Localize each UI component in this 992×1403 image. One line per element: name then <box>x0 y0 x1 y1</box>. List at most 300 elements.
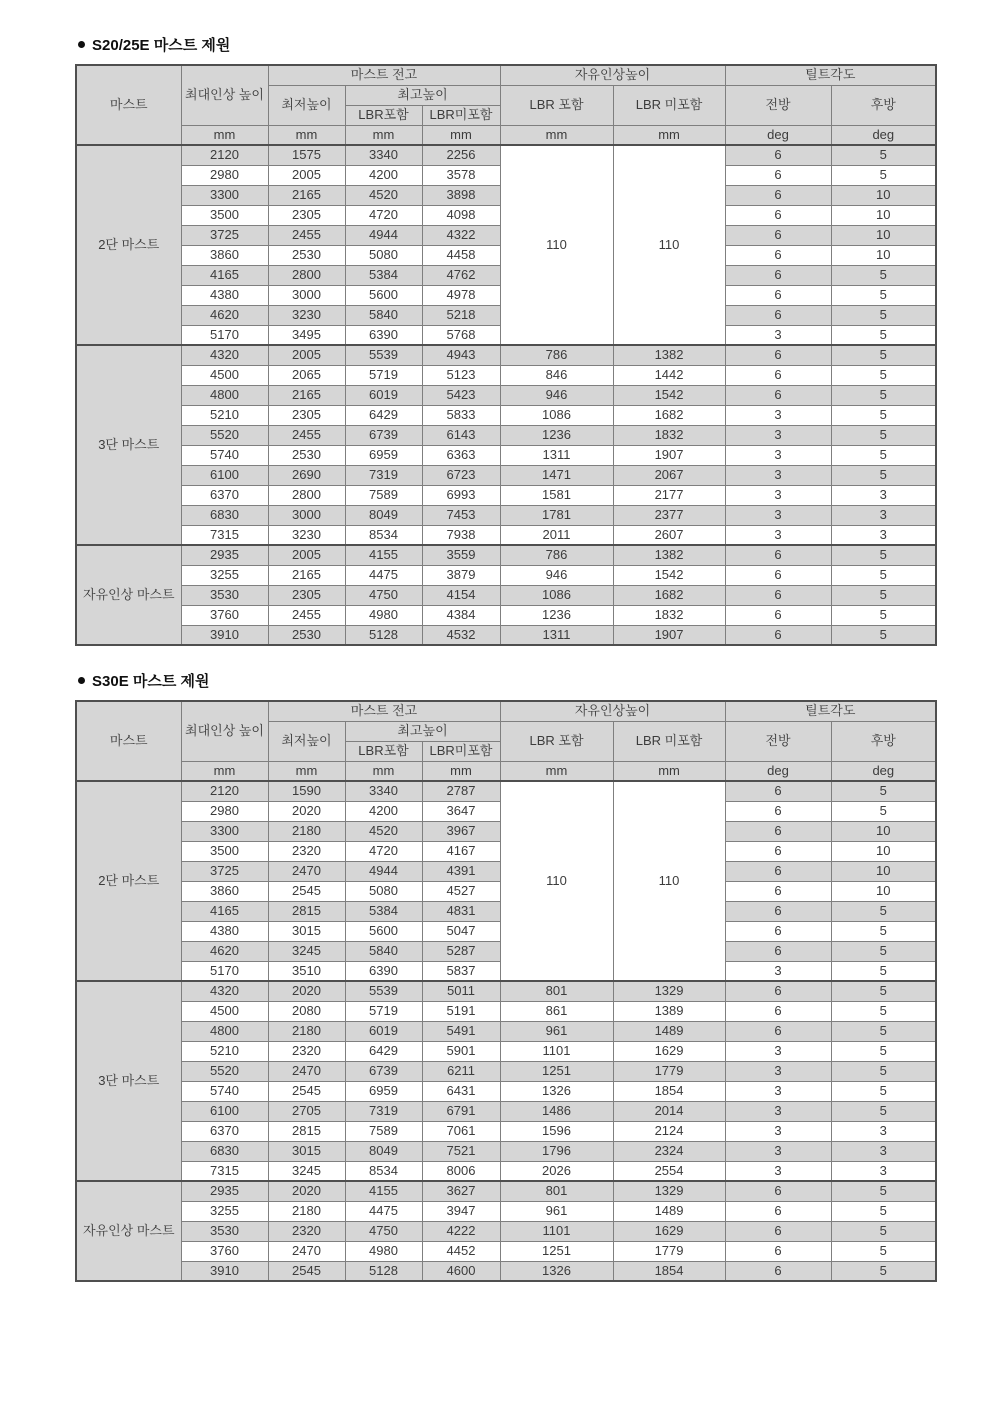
value-cell: 6370 <box>181 485 268 505</box>
value-cell: 3300 <box>181 821 268 841</box>
value-cell: 3 <box>831 485 936 505</box>
value-cell: 2305 <box>268 205 345 225</box>
value-cell: 4200 <box>345 801 422 821</box>
value-cell: 3760 <box>181 1241 268 1261</box>
value-cell: 2377 <box>613 505 725 525</box>
value-cell: 1101 <box>500 1041 613 1061</box>
value-cell: 6 <box>725 565 831 585</box>
header-tilt-angle: 틸트각도 <box>725 701 936 721</box>
value-cell: 5 <box>831 1061 936 1081</box>
value-cell: 6363 <box>422 445 500 465</box>
table-row <box>76 345 936 365</box>
value-cell: 5840 <box>345 305 422 325</box>
value-cell: 5719 <box>345 365 422 385</box>
value-cell: 4098 <box>422 205 500 225</box>
value-cell: 5837 <box>422 961 500 981</box>
value-cell: 6390 <box>345 325 422 345</box>
header-free-lift-height: 자유인상높이 <box>500 701 725 721</box>
mast-group-label: 2단 마스트 <box>76 781 181 981</box>
value-cell: 846 <box>500 365 613 385</box>
value-cell: 7589 <box>345 485 422 505</box>
value-cell: 6 <box>725 1241 831 1261</box>
value-cell: 1542 <box>613 565 725 585</box>
value-cell: 3 <box>725 325 831 345</box>
value-cell: 5 <box>831 425 936 445</box>
value-cell: 5600 <box>345 921 422 941</box>
value-cell: 5191 <box>422 1001 500 1021</box>
group-3stage-mast <box>76 981 936 1181</box>
value-cell: 5170 <box>181 961 268 981</box>
value-cell: 4322 <box>422 225 500 245</box>
value-cell: 6019 <box>345 1021 422 1041</box>
value-cell: 6 <box>725 605 831 625</box>
value-cell: 3 <box>831 525 936 545</box>
value-cell: 10 <box>831 861 936 881</box>
value-cell: 5 <box>831 565 936 585</box>
value-cell: 7521 <box>422 1141 500 1161</box>
value-cell: 4720 <box>345 205 422 225</box>
value-cell: 4155 <box>345 1181 422 1201</box>
value-cell: 3910 <box>181 1261 268 1281</box>
value-cell: 6 <box>725 545 831 565</box>
value-cell: 3 <box>725 525 831 545</box>
unit-cell: deg <box>831 125 936 145</box>
value-cell: 6 <box>725 941 831 961</box>
value-cell: 7061 <box>422 1121 500 1141</box>
value-cell: 6 <box>725 265 831 285</box>
value-cell: 3 <box>725 1041 831 1061</box>
value-cell: 1832 <box>613 605 725 625</box>
unit-cell: deg <box>831 761 936 781</box>
value-cell: 2120 <box>181 781 268 801</box>
value-cell: 2005 <box>268 345 345 365</box>
value-cell: 5 <box>831 165 936 185</box>
value-cell: 3725 <box>181 861 268 881</box>
value-cell: 1486 <box>500 1101 613 1121</box>
value-cell: 6 <box>725 185 831 205</box>
value-cell: 2177 <box>613 485 725 505</box>
value-cell: 6 <box>725 901 831 921</box>
table-row <box>76 625 936 645</box>
value-cell: 2935 <box>181 545 268 565</box>
table-row <box>76 1121 936 1141</box>
value-cell: 6390 <box>345 961 422 981</box>
value-cell: 1389 <box>613 1001 725 1021</box>
spec-table-s20-25e <box>75 64 937 646</box>
value-cell: 2180 <box>268 1021 345 1041</box>
value-cell: 1779 <box>613 1241 725 1261</box>
value-cell: 7319 <box>345 465 422 485</box>
value-cell: 5539 <box>345 345 422 365</box>
value-cell: 1382 <box>613 345 725 365</box>
value-cell: 5 <box>831 545 936 565</box>
value-cell: 6100 <box>181 465 268 485</box>
value-cell: 5123 <box>422 365 500 385</box>
bullet-icon <box>78 41 85 48</box>
value-cell: 3898 <box>422 185 500 205</box>
table-row <box>76 981 936 1001</box>
value-cell: 2455 <box>268 225 345 245</box>
value-cell: 6429 <box>345 405 422 425</box>
value-cell: 6 <box>725 305 831 325</box>
value-cell: 3300 <box>181 185 268 205</box>
value-cell: 7453 <box>422 505 500 525</box>
value-cell: 2165 <box>268 185 345 205</box>
header-min-height: 최저높이 <box>268 721 345 761</box>
value-cell: 4944 <box>345 225 422 245</box>
table-row <box>76 525 936 545</box>
header-free-lbr-excl: LBR 미포함 <box>613 721 725 761</box>
value-cell: 861 <box>500 1001 613 1021</box>
value-cell: 5 <box>831 1101 936 1121</box>
value-cell: 2800 <box>268 265 345 285</box>
value-cell: 4391 <box>422 861 500 881</box>
value-cell: 2305 <box>268 405 345 425</box>
group-2stage-mast <box>76 145 936 345</box>
group-2stage-mast <box>76 781 936 981</box>
value-cell: 5 <box>831 365 936 385</box>
value-cell: 4831 <box>422 901 500 921</box>
value-cell: 3340 <box>345 781 422 801</box>
value-cell: 1781 <box>500 505 613 525</box>
table-row <box>76 565 936 585</box>
value-cell: 1251 <box>500 1061 613 1081</box>
value-cell: 1596 <box>500 1121 613 1141</box>
table-row <box>76 1001 936 1021</box>
spec-section-s20-25e <box>75 34 992 646</box>
value-cell: 5210 <box>181 405 268 425</box>
table-row <box>76 1021 936 1041</box>
value-cell: 2320 <box>268 1221 345 1241</box>
value-cell: 5 <box>831 285 936 305</box>
value-cell: 786 <box>500 345 613 365</box>
value-cell: 5128 <box>345 625 422 645</box>
value-cell: 3015 <box>268 921 345 941</box>
value-cell: 6211 <box>422 1061 500 1081</box>
value-cell: 8006 <box>422 1161 500 1181</box>
table-row <box>76 385 936 405</box>
section-title <box>78 34 992 55</box>
value-cell: 1311 <box>500 625 613 645</box>
value-cell: 961 <box>500 1021 613 1041</box>
value-cell: 5 <box>831 325 936 345</box>
value-cell: 4980 <box>345 1241 422 1261</box>
table-row <box>76 1141 936 1161</box>
value-cell: 2787 <box>422 781 500 801</box>
value-cell: 6 <box>725 821 831 841</box>
spec-table-s30e <box>75 700 937 1282</box>
value-cell: 2690 <box>268 465 345 485</box>
header-max-height: 최고높이 <box>345 721 500 741</box>
header-tilt-forward: 전방 <box>725 721 831 761</box>
value-cell: 5 <box>831 1181 936 1201</box>
table-row <box>76 1201 936 1221</box>
value-cell: 6 <box>725 801 831 821</box>
value-cell: 5170 <box>181 325 268 345</box>
value-cell: 3495 <box>268 325 345 345</box>
header-mast-overall-height: 마스트 전고 <box>268 65 500 85</box>
value-cell: 786 <box>500 545 613 565</box>
value-cell: 6739 <box>345 1061 422 1081</box>
value-cell: 1796 <box>500 1141 613 1161</box>
header-free-lbr-incl: LBR 포함 <box>500 721 613 761</box>
value-cell: 2607 <box>613 525 725 545</box>
unit-cell: mm <box>422 761 500 781</box>
value-cell: 1086 <box>500 405 613 425</box>
value-cell: 1629 <box>613 1221 725 1241</box>
value-cell: 4475 <box>345 565 422 585</box>
unit-cell: mm <box>268 761 345 781</box>
value-cell: 1236 <box>500 425 613 445</box>
value-cell: 5 <box>831 961 936 981</box>
value-cell: 5 <box>831 1001 936 1021</box>
value-cell: 4980 <box>345 605 422 625</box>
value-cell: 5520 <box>181 1061 268 1081</box>
value-cell: 6 <box>725 225 831 245</box>
value-cell: 3340 <box>345 145 422 165</box>
value-cell: 3255 <box>181 1201 268 1221</box>
value-cell: 2815 <box>268 1121 345 1141</box>
value-cell: 6723 <box>422 465 500 485</box>
value-cell: 5 <box>831 605 936 625</box>
mast-group-label: 3단 마스트 <box>76 345 181 545</box>
value-cell: 3230 <box>268 305 345 325</box>
value-cell: 10 <box>831 225 936 245</box>
value-cell: 3015 <box>268 1141 345 1161</box>
value-cell: 2165 <box>268 385 345 405</box>
value-cell: 5768 <box>422 325 500 345</box>
mast-group-label: 자유인상 마스트 <box>76 545 181 645</box>
value-cell: 4978 <box>422 285 500 305</box>
table-row <box>76 425 936 445</box>
value-cell: 2980 <box>181 801 268 821</box>
value-cell: 2800 <box>268 485 345 505</box>
value-cell: 10 <box>831 881 936 901</box>
value-cell: 5287 <box>422 941 500 961</box>
value-cell: 5719 <box>345 1001 422 1021</box>
value-cell: 2165 <box>268 565 345 585</box>
value-cell: 1779 <box>613 1061 725 1081</box>
free-lift-merged-cell: 110 <box>500 781 613 981</box>
value-cell: 6 <box>725 1221 831 1241</box>
value-cell: 5384 <box>345 265 422 285</box>
value-cell: 2320 <box>268 1041 345 1061</box>
value-cell: 6959 <box>345 1081 422 1101</box>
value-cell: 8049 <box>345 1141 422 1161</box>
value-cell: 6 <box>725 861 831 881</box>
value-cell: 4200 <box>345 165 422 185</box>
group-free-lift-mast <box>76 1181 936 1281</box>
value-cell: 6830 <box>181 505 268 525</box>
value-cell: 2256 <box>422 145 500 165</box>
header-mast: 마스트 <box>76 701 181 781</box>
header-lbr-incl: LBR포함 <box>345 741 422 761</box>
table-row <box>76 145 936 165</box>
value-cell: 5 <box>831 1021 936 1041</box>
unit-cell: mm <box>345 761 422 781</box>
table-row <box>76 365 936 385</box>
value-cell: 1907 <box>613 445 725 465</box>
value-cell: 2120 <box>181 145 268 165</box>
bullet-icon <box>78 677 85 684</box>
value-cell: 2455 <box>268 425 345 445</box>
value-cell: 8049 <box>345 505 422 525</box>
header-free-lbr-excl: LBR 미포함 <box>613 85 725 125</box>
value-cell: 6 <box>725 881 831 901</box>
value-cell: 3510 <box>268 961 345 981</box>
section-title <box>78 670 992 691</box>
value-cell: 3255 <box>181 565 268 585</box>
value-cell: 1907 <box>613 625 725 645</box>
unit-cell: mm <box>500 125 613 145</box>
value-cell: 4944 <box>345 861 422 881</box>
header-lbr-incl: LBR포함 <box>345 105 422 125</box>
value-cell: 3500 <box>181 841 268 861</box>
value-cell: 1471 <box>500 465 613 485</box>
group-3stage-mast <box>76 345 936 545</box>
header-tilt-forward: 전방 <box>725 85 831 125</box>
value-cell: 6 <box>725 1001 831 1021</box>
header-lbr-excl: LBR미포함 <box>422 741 500 761</box>
table-row <box>76 1081 936 1101</box>
value-cell: 5833 <box>422 405 500 425</box>
value-cell: 6431 <box>422 1081 500 1101</box>
value-cell: 1682 <box>613 405 725 425</box>
value-cell: 6 <box>725 365 831 385</box>
value-cell: 4500 <box>181 1001 268 1021</box>
value-cell: 4222 <box>422 1221 500 1241</box>
value-cell: 4320 <box>181 345 268 365</box>
mast-group-label: 2단 마스트 <box>76 145 181 345</box>
value-cell: 4154 <box>422 585 500 605</box>
value-cell: 4720 <box>345 841 422 861</box>
value-cell: 1854 <box>613 1081 725 1101</box>
value-cell: 1251 <box>500 1241 613 1261</box>
value-cell: 4532 <box>422 625 500 645</box>
value-cell: 2005 <box>268 545 345 565</box>
value-cell: 3 <box>725 961 831 981</box>
header-free-lbr-incl: LBR 포함 <box>500 85 613 125</box>
value-cell: 5 <box>831 265 936 285</box>
value-cell: 5740 <box>181 445 268 465</box>
value-cell: 5 <box>831 345 936 365</box>
header-free-lift-height: 자유인상높이 <box>500 65 725 85</box>
value-cell: 5 <box>831 1201 936 1221</box>
unit-cell: mm <box>613 125 725 145</box>
value-cell: 2815 <box>268 901 345 921</box>
unit-cell: mm <box>181 125 268 145</box>
value-cell: 6019 <box>345 385 422 405</box>
value-cell: 1311 <box>500 445 613 465</box>
header-max-lift-height: 최대인상 높이 <box>181 65 268 125</box>
value-cell: 6 <box>725 345 831 365</box>
value-cell: 2470 <box>268 1241 345 1261</box>
value-cell: 8534 <box>345 1161 422 1181</box>
table-header <box>76 701 936 781</box>
value-cell: 5 <box>831 1261 936 1281</box>
table-row <box>76 445 936 465</box>
value-cell: 3530 <box>181 1221 268 1241</box>
value-cell: 6 <box>725 285 831 305</box>
value-cell: 5128 <box>345 1261 422 1281</box>
value-cell: 3530 <box>181 585 268 605</box>
value-cell: 3 <box>725 1101 831 1121</box>
value-cell: 5600 <box>345 285 422 305</box>
table-row <box>76 781 936 801</box>
value-cell: 6 <box>725 165 831 185</box>
value-cell: 6830 <box>181 1141 268 1161</box>
table-row <box>76 1181 936 1201</box>
value-cell: 6 <box>725 781 831 801</box>
value-cell: 10 <box>831 821 936 841</box>
table-row <box>76 1101 936 1121</box>
value-cell: 6993 <box>422 485 500 505</box>
value-cell: 5 <box>831 445 936 465</box>
value-cell: 3 <box>831 1141 936 1161</box>
value-cell: 2545 <box>268 1261 345 1281</box>
value-cell: 4452 <box>422 1241 500 1261</box>
value-cell: 6 <box>725 245 831 265</box>
value-cell: 4384 <box>422 605 500 625</box>
value-cell: 5 <box>831 801 936 821</box>
value-cell: 6 <box>725 145 831 165</box>
value-cell: 4620 <box>181 305 268 325</box>
value-cell: 5047 <box>422 921 500 941</box>
value-cell: 4527 <box>422 881 500 901</box>
value-cell: 1832 <box>613 425 725 445</box>
value-cell: 2080 <box>268 1001 345 1021</box>
value-cell: 5 <box>831 385 936 405</box>
value-cell: 3 <box>725 445 831 465</box>
value-cell: 6 <box>725 981 831 1001</box>
value-cell: 3760 <box>181 605 268 625</box>
value-cell: 2020 <box>268 1181 345 1201</box>
value-cell: 5080 <box>345 881 422 901</box>
table-header <box>76 65 936 145</box>
value-cell: 4762 <box>422 265 500 285</box>
value-cell: 3245 <box>268 941 345 961</box>
value-cell: 6 <box>725 385 831 405</box>
value-cell: 5520 <box>181 425 268 445</box>
value-cell: 5 <box>831 405 936 425</box>
header-tilt-backward: 후방 <box>831 721 936 761</box>
value-cell: 2530 <box>268 445 345 465</box>
unit-cell: mm <box>268 125 345 145</box>
value-cell: 2980 <box>181 165 268 185</box>
value-cell: 6370 <box>181 1121 268 1141</box>
value-cell: 1382 <box>613 545 725 565</box>
value-cell: 2065 <box>268 365 345 385</box>
value-cell: 6 <box>725 1181 831 1201</box>
value-cell: 2935 <box>181 1181 268 1201</box>
value-cell: 5901 <box>422 1041 500 1061</box>
unit-cell: mm <box>181 761 268 781</box>
value-cell: 6 <box>725 921 831 941</box>
header-lbr-excl: LBR미포함 <box>422 105 500 125</box>
value-cell: 7938 <box>422 525 500 545</box>
value-cell: 5080 <box>345 245 422 265</box>
table-row <box>76 505 936 525</box>
header-tilt-backward: 후방 <box>831 85 936 125</box>
value-cell: 3947 <box>422 1201 500 1221</box>
value-cell: 2020 <box>268 801 345 821</box>
value-cell: 3 <box>831 1161 936 1181</box>
value-cell: 3 <box>725 505 831 525</box>
value-cell: 5 <box>831 1081 936 1101</box>
table-row <box>76 1041 936 1061</box>
value-cell: 1329 <box>613 981 725 1001</box>
value-cell: 5 <box>831 465 936 485</box>
